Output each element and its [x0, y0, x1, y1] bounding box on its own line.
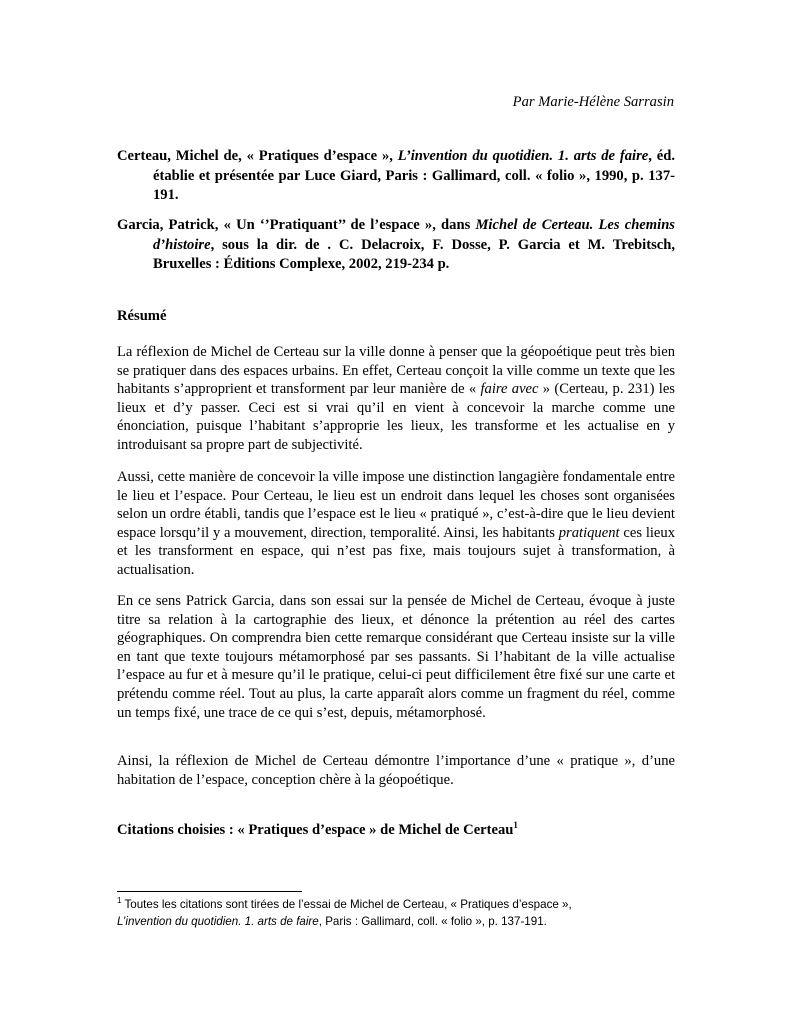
reference-garcia: [117, 216, 675, 275]
paragraph-emphasis: faire avec: [480, 381, 539, 398]
citations-heading-text: Citations choisies : « Pratiques d’espace » de Michel de Certeau: [117, 822, 514, 838]
reference-title: L’invention du quotidien. 1. arts de faire: [397, 148, 649, 164]
reference-text: , sous la dir. de . C. Delacroix, F. Dosse, P. Garcia et M. Trebitsch, Bruxelles : Éditions Complexe, 2002, 219-234 p.: [153, 236, 675, 272]
author-line: Par Marie-Hélène Sarrasin: [512, 94, 674, 110]
paragraph-text: Aussi, cette manière de concevoir la ville impose une distinction langagière fondamentale entre le lieu et l’espace. Pour Certeau, le lieu est un endroit dans lequel les choses sont organisées selon un ordre établi, tandis que l’espace est le lieu « pratiqué », c’est-à-dire que le lieu devient espace lorsqu’il y a mouvement, direction, temporalité. Ainsi, les habitants: [117, 469, 675, 541]
reference-text: Garcia, Patrick, « Un ‘’Pratiquant’’ de l’espace », dans: [117, 217, 476, 233]
footnote-title: L’invention du quotidien. 1. arts de faire: [117, 915, 319, 928]
paragraph-emphasis: pratiquent: [558, 524, 620, 541]
paragraph-4: Ainsi, la réflexion de Michel de Certeau démontre l’importance d’une « pratique », d’une habitation de l’espace, conception chère à la géopoétique.: [117, 753, 675, 788]
reference-text: , éd. établie et présentée par Luce Giard, Paris : Gallimard, coll. « folio », 1990, p. 137-191.: [153, 148, 675, 203]
reference-certeau: [117, 147, 675, 206]
footnote-text: Toutes les citations sont tirées de l’essai de Michel de Certeau, « Pratiques d’espace »,: [121, 898, 572, 911]
footnote-separator: [117, 891, 302, 892]
paragraph-3: En ce sens Patrick Garcia, dans son essai sur la pensée de Michel de Certeau, évoque à juste titre sa relation à la cartographie des lieux, et dénonce la prétention au réel des cartes géographiques. On comprendra bien cette remarque considérant que Certeau insiste sur la ville en tant que texte toujours métamorphosé par ses passants. Si l’habitant de la ville actualise l’espace au fur et à mesure qu’il le pratique, celui-ci peut difficilement être fixé sur une carte et prétendu comme réel. Tout au plus, la carte apparaît alors comme un fragment du réel, comme un temps fixé, une trace de ce qui s’est, depuis, métamorphosé.: [117, 593, 675, 721]
paragraph-1: [117, 343, 675, 455]
paragraph-text: ces lieux et les transforment en espace, qui n’est pas fixe, mais toujours sujet à transformation, à actualisation.: [117, 524, 675, 578]
paragraph-2: [117, 468, 675, 580]
footnote-reference-marker[interactable]: 1: [513, 820, 518, 831]
resume-heading: Résumé: [117, 308, 167, 324]
paragraph-text: » (Certeau, p. 231) les lieux et d’y passer. Ceci est si vrai qu’il en vient à concevoir la marche comme une énonciation, puisque l’habitant s’approprie les lieux, les transforme et les actualise en y introduisant sa propre part de subjectivité.: [117, 381, 675, 453]
paragraph-text: La réflexion de Michel de Certeau sur la ville donne à penser que la géopoétique peut très bien se pratiquer dans des espaces urbains. En effet, Certeau conçoit la ville comme un texte que les habitants s’approprient et transforment par leur manière de «: [117, 344, 675, 398]
footnote-marker: 1: [117, 896, 122, 906]
footnote: [117, 896, 675, 930]
footnote-text: , Paris : Gallimard, coll. « folio », p. 137-191.: [318, 915, 547, 928]
citations-heading: [117, 822, 518, 839]
reference-text: Certeau, Michel de, « Pratiques d’espace »,: [117, 148, 398, 164]
reference-title: Michel de Certeau. Les chemins d’histoire: [153, 217, 675, 253]
